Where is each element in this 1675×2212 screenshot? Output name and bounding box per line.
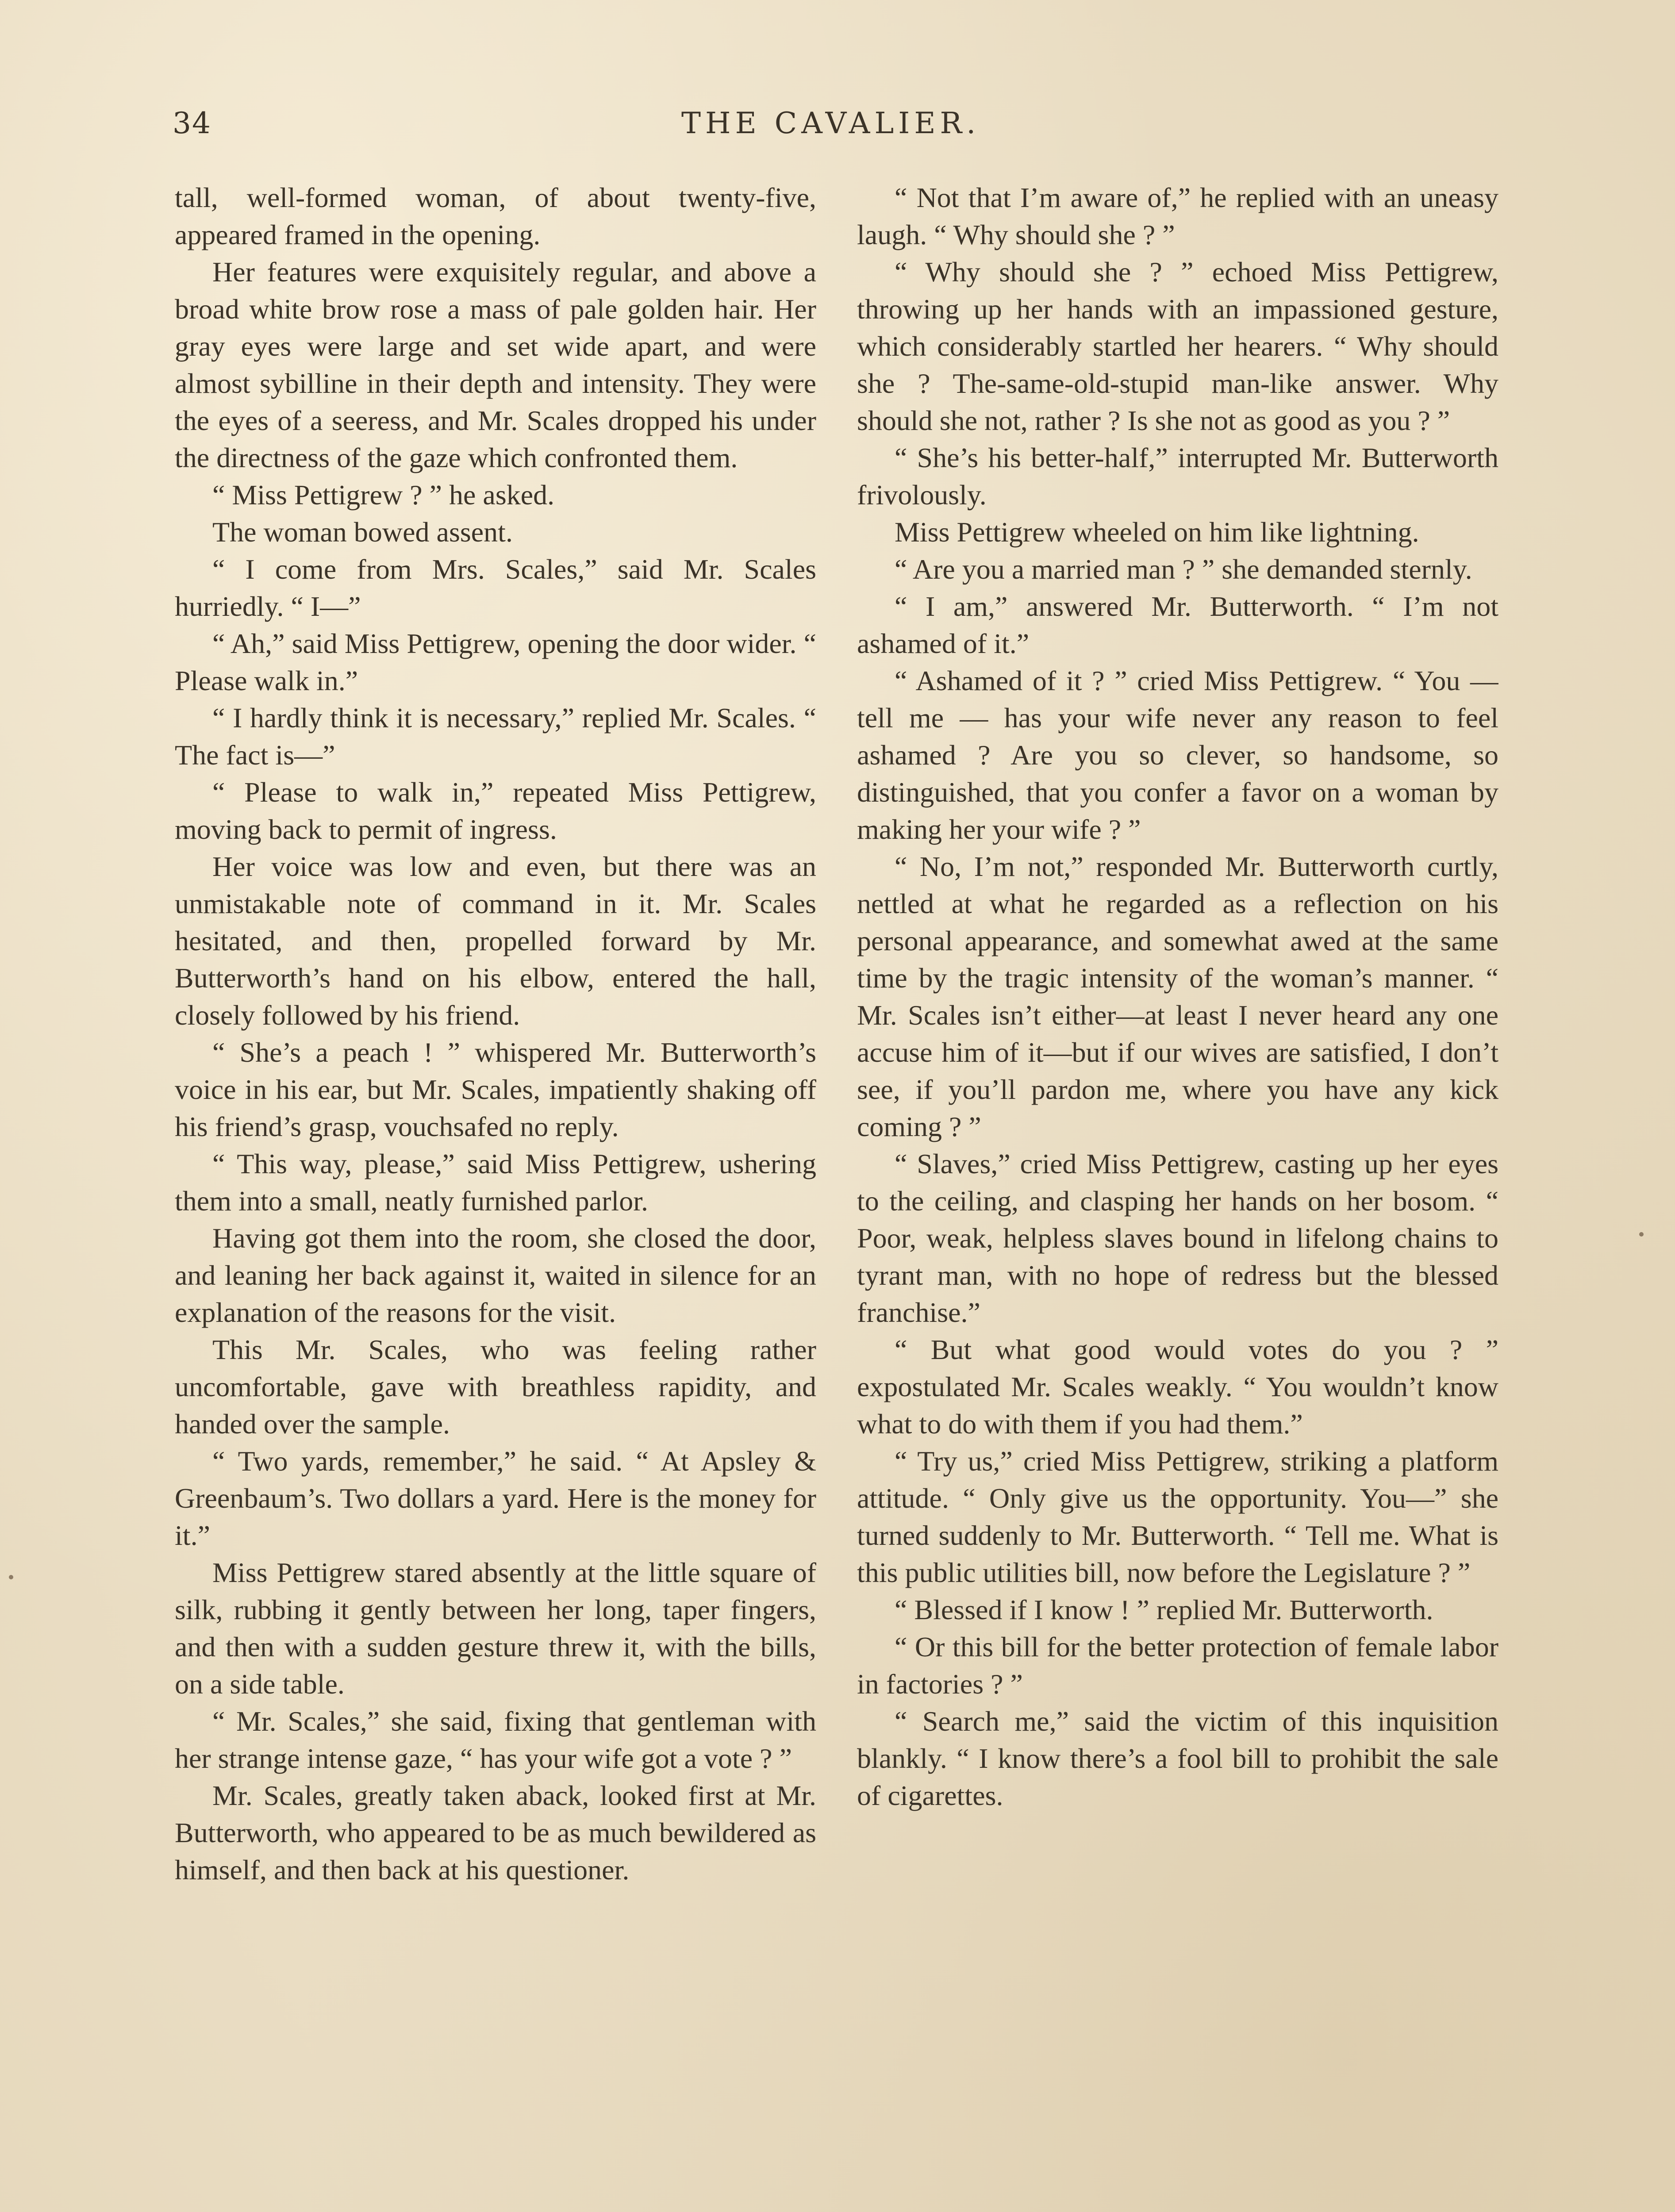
paragraph: tall, well-formed woman, of about twenty-five, appeared framed in the opening. <box>175 182 816 250</box>
paragraph: “ Ashamed of it ? ” cried Miss Pettigrew. “ You — tell me — has your wife never any reason to feel ashamed ? Are you so clever, so handsome, so distinguished, that you confer a favor on a woman by making her your wife ? ” <box>857 665 1498 845</box>
paragraph: “ Or this bill for the better protection of female labor in factories ? ” <box>857 1631 1498 1700</box>
paragraph: “ Miss Pettigrew ? ” he asked. <box>212 479 555 511</box>
paragraph: Miss Pettigrew wheeled on him like lightning. <box>895 516 1419 548</box>
paragraph: “ I hardly think it is necessary,” replied Mr. Scales. “ The fact is—” <box>175 702 816 771</box>
running-title: THE CAVALIER. <box>681 106 980 140</box>
page-number: 34 <box>173 106 211 140</box>
page-header <box>173 106 1500 155</box>
paragraph: “ Blessed if I know ! ” replied Mr. Butterworth. <box>895 1594 1433 1625</box>
paragraph: Mr. Scales, greatly taken aback, looked first at Mr. Butterworth, who appeared to be as much bewildered as himself, and then back at his questioner. <box>175 1780 816 1886</box>
paragraph: This Mr. Scales, who was feeling rather uncomfortable, gave with breathless rapidity, and handed over the sample. <box>175 1334 816 1440</box>
paragraph: “ Ah,” said Miss Pettigrew, opening the door wider. “ Please walk in.” <box>175 628 816 696</box>
paragraph: “ This way, please,” said Miss Pettigrew, ushering them into a small, neatly furnished parlor. <box>175 1148 816 1217</box>
paragraph: “ I come from Mrs. Scales,” said Mr. Scales hurriedly. “ I—” <box>175 553 816 622</box>
paragraph: “ She’s a peach ! ” whispered Mr. Butterworth’s voice in his ear, but Mr. Scales, impatiently shaking off his friend’s grasp, vouchsafed no reply. <box>175 1037 816 1142</box>
paragraph: Miss Pettigrew stared absently at the little square of silk, rubbing it gently between her long, taper fingers, and then with a sudden gesture threw it, with the bills, on a side table. <box>175 1557 816 1700</box>
paper-speck <box>9 1575 13 1579</box>
paragraph: Having got them into the room, she closed the door, and leaning her back against it, waited in silence for an explanation of the reasons for the visit. <box>175 1222 816 1328</box>
paper-speck <box>1639 1232 1644 1237</box>
paragraph: “ Try us,” cried Miss Pettigrew, striking a platform attitude. “ Only give us the opportunity. You—” she turned suddenly to Mr. Butterworth. “ Tell me. What is this public utilities bill, now before the Legislature ? ” <box>857 1445 1498 1588</box>
paragraph: “ Two yards, remember,” he said. “ At Apsley & Greenbaum’s. Two dollars a yard. Here is the money for it.” <box>175 1445 816 1551</box>
paragraph: “ Slaves,” cried Miss Pettigrew, casting up her eyes to the ceiling, and clasping her hands on her bosom. “ Poor, weak, helpless slaves bound in lifelong chains to tyrant man, with no hope of redress but the blessed franchise.” <box>857 1148 1498 1328</box>
paragraph: “ Mr. Scales,” she said, fixing that gentleman with her strange intense gaze, “ has your wife got a vote ? ” <box>175 1705 816 1774</box>
paragraph: “ Please to walk in,” repeated Miss Pettigrew, moving back to permit of ingress. <box>175 776 816 845</box>
paragraph: “ I am,” answered Mr. Butterworth. “ I’m not ashamed of it.” <box>857 591 1498 659</box>
paragraph: “ No, I’m not,” responded Mr. Butterworth curtly, nettled at what he regarded as a reflection on his personal appearance, and somewhat awed at the same time by the tragic intensity of the woman’s manner. “ Mr. Scales isn’t either—at least I never heard any one accuse him of it—but if our wives are satisfied, I don’t see, if you’ll pardon me, where you have any kick coming ? ” <box>857 851 1498 1142</box>
paragraph: The woman bowed assent. <box>212 516 513 548</box>
paragraph: Her voice was low and even, but there was an unmistakable note of command in it. Mr. Scales hesitated, and then, propelled forward by Mr. Butterworth’s hand on his elbow, entered the hall, closely followed by his friend. <box>175 851 816 1031</box>
paragraph: “ Not that I’m aware of,” he replied with an uneasy laugh. “ Why should she ? ” <box>857 182 1498 250</box>
left-column <box>175 179 816 2212</box>
paragraph: “ She’s his better-half,” interrupted Mr. Butterworth frivolously. <box>857 442 1498 511</box>
paragraph: “ But what good would votes do you ? ” expostulated Mr. Scales weakly. “ You wouldn’t know what to do with them if you had them.” <box>857 1334 1498 1440</box>
paragraph: “ Are you a married man ? ” she demanded sternly. <box>895 553 1472 585</box>
paragraph: “ Search me,” said the victim of this inquisition blankly. “ I know there’s a fool bill to prohibit the sale of cigarettes. <box>857 1705 1498 1811</box>
paragraph: “ Why should she ? ” echoed Miss Pettigrew, throwing up her hands with an impassioned gesture, which considerably startled her hearers. “ Why should she ? The-same-old-stupid man-like answer. Why should she not, rather ? Is she not as good as you ? ” <box>857 256 1498 436</box>
right-column <box>857 179 1498 2212</box>
paragraph: Her features were exquisitely regular, and above a broad white brow rose a mass of pale golden hair. Her gray eyes were large and set wide apart, and were almost sybilline in their depth and intensity. They were the eyes of a seeress, and Mr. Scales dropped his under the directness of the gaze which confronted them. <box>175 256 816 473</box>
